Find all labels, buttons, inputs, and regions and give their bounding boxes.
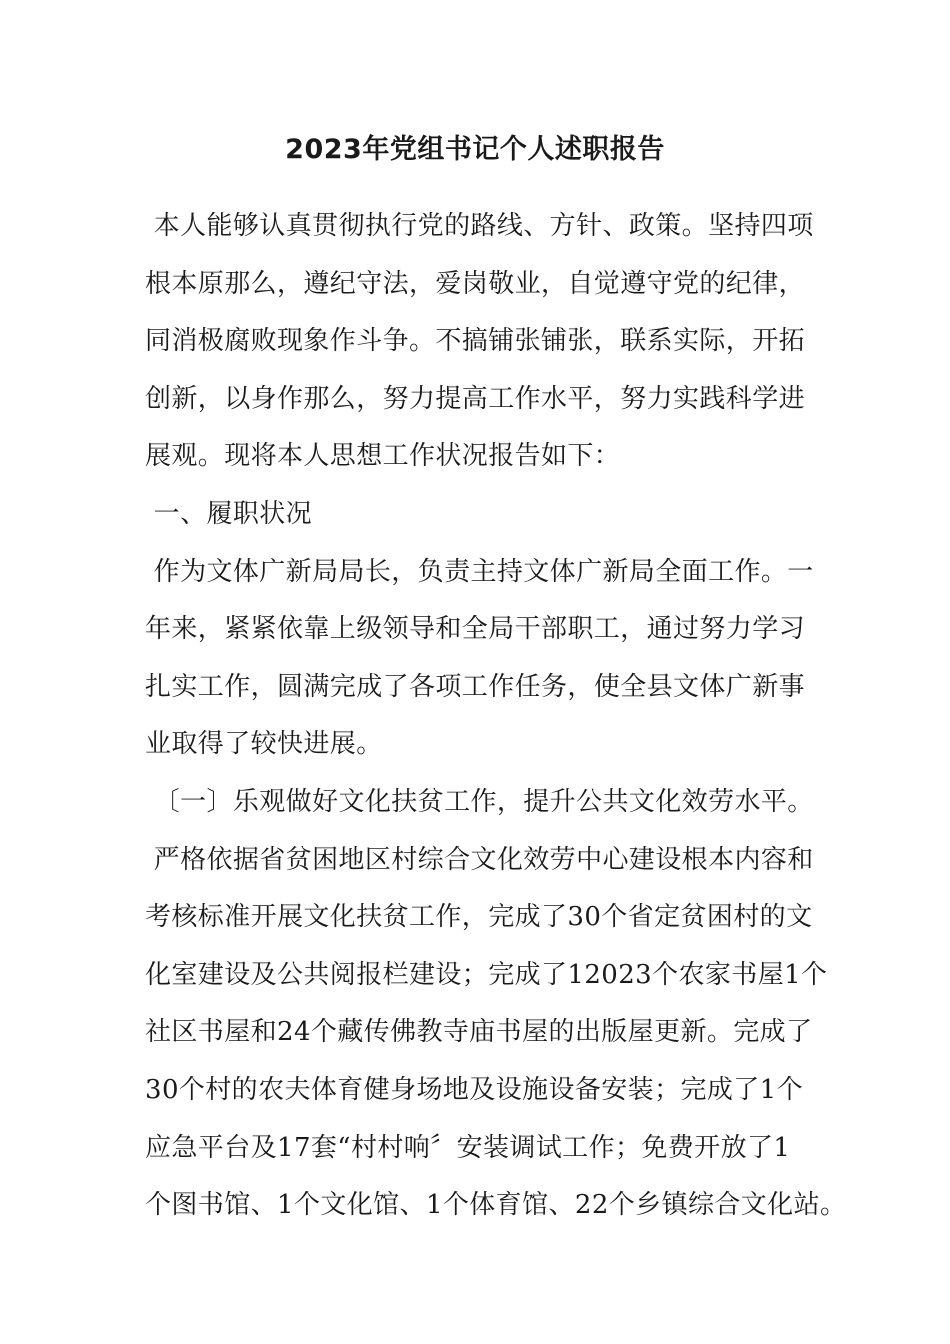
document-title: 2023年党组书记个人述职报告: [285, 134, 665, 165]
paragraph-line: 应急平台及17套“村村响〞安装调试工作；免费开放了1: [145, 1132, 791, 1163]
paragraph-line: 考核标准开展文化扶贫工作，完成了30个省定贫困村的文: [145, 902, 813, 933]
document-body: [145, 198, 847, 1235]
paragraph-line: 30个村的农夫体育健身场地及设施设备安装；完成了1个: [145, 1074, 804, 1105]
paragraph-line: 扎实工作，圆满完成了各项工作任务，使全县文体广新事: [145, 671, 806, 702]
paragraph-line: 同消极腐败现象作斗争。不搞铺张铺张，联系实际，开拓: [145, 326, 806, 357]
paragraph-line: 根本原那么，遵纪守法，爱岗敬业，自觉遵守党的纪律，: [145, 268, 806, 299]
paragraph-line: 年来，紧紧依靠上级领导和全局干部职工，通过努力学习: [145, 614, 806, 645]
paragraph-line: 作为文体广新局局长，负责主持文体广新局全面工作。一: [145, 556, 814, 587]
paragraph-line: 严格依据省贫困地区村综合文化效劳中心建设根本内容和: [145, 844, 814, 875]
paragraph-line: 业取得了较快进展。: [145, 729, 383, 760]
paragraph-line: 本人能够认真贯彻执行党的路线、方针、政策。坚持四项: [145, 211, 814, 241]
section-heading: 一、履职状况: [145, 498, 313, 529]
paragraph-line: 社区书屋和24个藏传佛教寺庙书屋的出版屋更新。完成了: [145, 1017, 813, 1048]
paragraph-line: 展观。现将本人思想工作状况报告如下：: [145, 441, 621, 472]
paragraph-line: 个图书馆、1个文化馆、1个体育馆、22个乡镇综合文化站。: [145, 1190, 847, 1221]
paragraph-line: 创新，以身作那么，努力提高工作水平，努力实践科学进: [145, 383, 806, 414]
paragraph-line: 化室建设及公共阅报栏建设；完成了12023个农家书屋1个: [145, 959, 828, 990]
subsection-heading: 〔一〕乐观做好文化扶贫工作，提升公共文化效劳水平。: [145, 786, 814, 817]
